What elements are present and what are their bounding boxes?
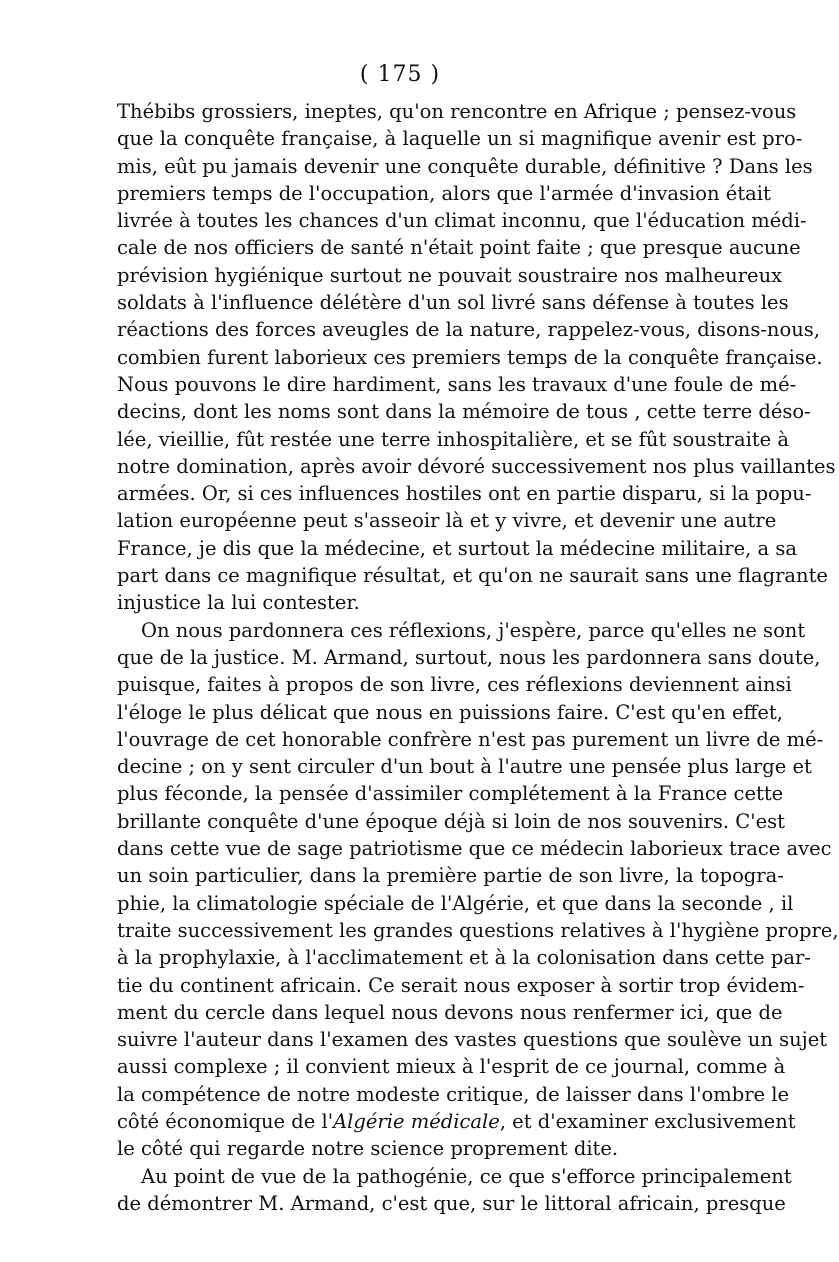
text-line: On nous pardonnera ces réflexions, j'espère, parce qu'elles ne sont [141, 618, 806, 642]
page-number: ( 175 ) [359, 62, 441, 87]
text-line: aussi complexe ; il convient mieux à l'esprit de ce journal, comme à [117, 1055, 786, 1079]
text-line: injustice la lui contester. [117, 591, 360, 615]
text-line: Nous pouvons le dire hardiment, sans les travaux d'une foule de mé- [117, 372, 797, 396]
text-line: plus féconde, la pensée d'assimiler complétement à la France cette [117, 782, 784, 806]
text-line: traite successivement les grandes questions relatives à l'hygiène propre, [117, 918, 839, 942]
text-line: l'ouvrage de cet honorable confrère n'est pas purement un livre de mé- [117, 727, 824, 751]
text-line: phie, la climatologie spéciale de l'Algérie, et que dans la seconde , il [117, 891, 794, 915]
text-line: mis, eût pu jamais devenir une conquête durable, définitive ? Dans les [117, 154, 813, 178]
text-line: que la conquête française, à laquelle un si magnifique avenir est pro- [117, 127, 803, 151]
text-line: prévision hygiénique surtout ne pouvait soustraire nos malheureux [117, 263, 783, 287]
text-line: soldats à l'influence délétère d'un sol livré sans défense à toutes les [117, 291, 789, 315]
text-line: premiers temps de l'occupation, alors que l'armée d'invasion était [117, 181, 771, 205]
text-line: lée, vieillie, fût restée une terre inhospitalière, et se fût soustraite à [117, 427, 790, 451]
text-line: la compétence de notre modeste critique, de laisser dans l'ombre le [117, 1082, 790, 1106]
text-line: côté économique de l'Algérie médicale, et d'examiner exclusivement [117, 1109, 796, 1133]
text-line: armées. Or, si ces influences hostiles ont en partie disparu, si la popu- [117, 482, 812, 506]
text-line: notre domination, après avoir dévoré successivement nos plus vaillantes [117, 454, 836, 478]
text-line: réactions des forces aveugles de la nature, rappelez-vous, disons-nous, [117, 318, 820, 342]
text-line: livrée à toutes les chances d'un climat inconnu, que l'éducation médi- [117, 209, 807, 233]
text-line: un soin particulier, dans la première partie de son livre, la topogra- [117, 864, 784, 888]
text-line: Thébibs grossiers, ineptes, qu'on rencontre en Afrique ; pensez-vous [117, 100, 797, 123]
paragraph [117, 1163, 792, 1218]
text-line: le côté qui regarde notre science proprement dite. [117, 1137, 619, 1161]
book-title: Algérie médicale [333, 1109, 500, 1133]
text-line: decine ; on y sent circuler d'un bout à l'autre une pensée plus large et [117, 755, 812, 779]
text-line: dans cette vue de sage patriotisme que ce médecin laborieux trace avec [117, 837, 832, 861]
paragraph [117, 98, 836, 617]
text-line: part dans ce magnifique résultat, et qu'on ne saurait sans une flagrante [117, 564, 828, 588]
text-line: decins, dont les noms sont dans la mémoire de tous , cette terre déso- [117, 400, 811, 424]
text-line: ment du cercle dans lequel nous devons nous renfermer ici, que de [117, 1000, 783, 1024]
text-line: tie du continent africain. Ce serait nous exposer à sortir trop évidem- [117, 973, 805, 997]
text-line: lation européenne peut s'asseoir là et y vivre, et devenir une autre [117, 509, 777, 533]
text-line: de démontrer M. Armand, c'est que, sur le littoral africain, presque [117, 1191, 786, 1215]
text-line: suivre l'auteur dans l'examen des vastes questions que soulève un sujet [117, 1028, 828, 1052]
text-line: l'éloge le plus délicat que nous en puissions faire. C'est qu'en effet, [117, 700, 783, 724]
text-line: à la prophylaxie, à l'acclimatement et à la colonisation dans cette par- [117, 946, 811, 970]
text-line: brillante conquête d'une époque déjà si loin de nos souvenirs. C'est [117, 809, 785, 833]
text-line: que de la justice. M. Armand, surtout, nous les pardonnera sans doute, [117, 645, 821, 669]
text-line: France, je dis que la médecine, et surtout la médecine militaire, a sa [117, 536, 797, 560]
text-line: cale de nos officiers de santé n'était point faite ; que presque aucune [117, 236, 801, 260]
text-line: combien furent laborieux ces premiers temps de la conquête française. [117, 345, 823, 369]
paragraph [117, 617, 839, 1163]
text-line: Au point de vue de la pathogénie, ce que s'efforce principalement [141, 1164, 792, 1188]
text-line: puisque, faites à propos de son livre, ces réflexions deviennent ainsi [117, 673, 792, 697]
body-text [117, 98, 839, 1217]
